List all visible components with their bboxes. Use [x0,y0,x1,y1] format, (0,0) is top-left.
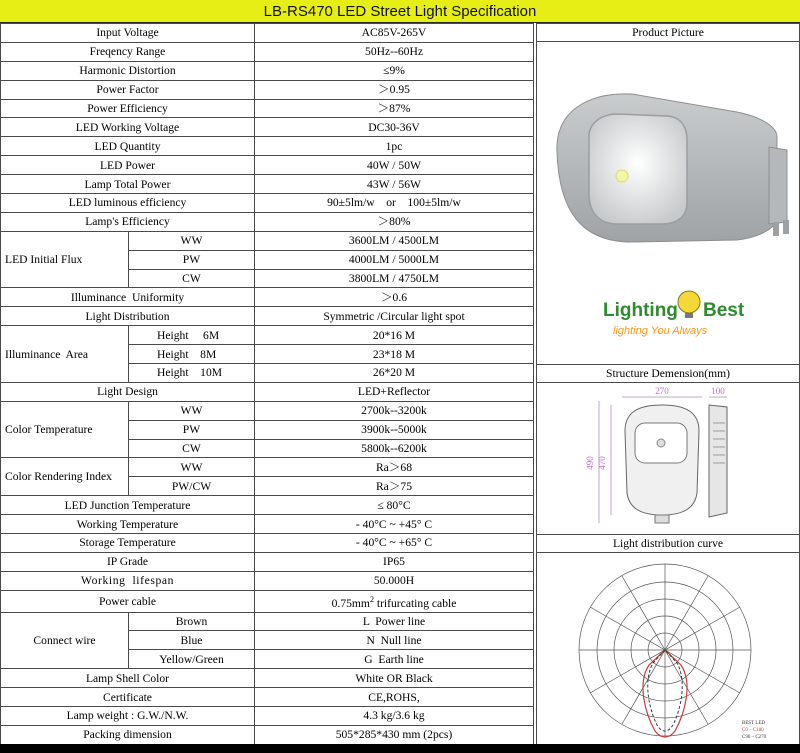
row-value: ＞87% [255,99,534,118]
structure-drawing [537,383,799,534]
row-value: 23*18 M [255,345,534,364]
row-value: 4000LM / 5000LM [255,250,534,269]
row-label: Harmonic Distortion [1,61,255,80]
spec-table [0,23,534,745]
row-value: ＞0.6 [255,288,534,307]
table-row [1,156,534,175]
logo-tagline: lighting You Always [613,325,708,337]
row-label: Lamp Total Power [1,175,255,194]
spec-title-banner [0,0,800,23]
product-picture-header: Product Picture [536,23,800,42]
sub-label: Height 8M [129,345,255,364]
bottom-bar [0,744,800,753]
row-label: LED Working Voltage [1,118,255,137]
row-value: AC85V-265V [255,24,534,43]
row-value: 3600LM / 4500LM [255,231,534,250]
row-value: Ra＞68 [255,458,534,477]
structure-dimension-header: Structure Demension(mm) [536,364,800,383]
row-value: Ra＞75 [255,477,534,496]
row-value: - 40°C ~ +45° C [255,515,534,534]
bulb-base-icon [685,313,693,318]
table-row [1,212,534,231]
table-row [1,515,534,534]
row-value: 5800k--6200k [255,439,534,458]
row-value: 50.000H [255,571,534,590]
table-row [1,688,534,707]
row-label: Power cable [1,590,255,612]
table-row [1,725,534,744]
legend-title: BEST LED [742,721,766,726]
dim-height-outer-label: 490 [585,456,595,470]
row-value: White OR Black [255,669,534,688]
table-row [1,669,534,688]
polar-diagram [537,553,799,745]
row-label: Working lifespan [1,571,255,590]
row-label: Input Voltage [1,24,255,43]
table-row [1,137,534,156]
row-value: 40W / 50W [255,156,534,175]
lighting-best-logo [603,291,745,337]
row-label: Light Distribution [1,307,255,326]
table-row [1,326,534,345]
row-label: Freqency Range [1,42,255,61]
row-label: Lamp weight : G.W./N.W. [1,707,255,726]
light-distribution-box [536,552,800,746]
row-label: Certificate [1,688,255,707]
row-label: Power Factor [1,80,255,99]
table-row [1,496,534,515]
legend-series-b: C90 – C270 [742,735,767,740]
dim-height-inner-label: 470 [597,456,607,470]
row-value: Symmetric /Circular light spot [255,307,534,326]
table-row [1,175,534,194]
sub-label: WW [129,231,255,250]
group-label: Color Rendering Index [1,458,129,496]
sub-label: PW [129,420,255,439]
row-value: G Earth line [255,650,534,669]
row-label: LED luminous efficiency [1,194,255,213]
table-row [1,61,534,80]
light-distribution-header: Light distribution curve [536,534,800,553]
group-label: Color Temperature [1,401,129,458]
sub-label: Yellow/Green [129,650,255,669]
table-row [1,401,534,420]
legend-series-a: C0 – C180 [742,728,764,733]
bulb-icon [678,291,700,313]
group-label: LED Initial Flux [1,231,129,288]
structure-dimension-box [536,382,800,535]
table-row [1,118,534,137]
row-value: LED+Reflector [255,382,534,401]
row-label: Illuminance Uniformity [1,288,255,307]
row-value: 505*285*430 mm (2pcs) [255,725,534,744]
row-value: ≤9% [255,61,534,80]
sub-label: Blue [129,631,255,650]
row-label: LED Power [1,156,255,175]
product-picture-box [536,41,800,365]
group-label: Connect wire [1,612,129,669]
table-row [1,382,534,401]
sub-label: WW [129,401,255,420]
row-label: Packing dimension [1,725,255,744]
dim-width-label: 270 [655,386,669,396]
table-row [1,590,534,612]
table-row [1,534,534,553]
row-value: N Null line [255,631,534,650]
table-row [1,24,534,43]
row-value: CE,ROHS, [255,688,534,707]
row-value: 26*20 M [255,364,534,383]
row-label: LED Junction Temperature [1,496,255,515]
row-value: 20*16 M [255,326,534,345]
row-label: LED Quantity [1,137,255,156]
sub-label: WW [129,458,255,477]
dim-depth-label: 100 [711,386,725,396]
row-value: ＞0.95 [255,80,534,99]
row-value: ＞80% [255,212,534,231]
row-value: 90±5lm/w or 100±5lm/w [255,194,534,213]
row-label: Light Design [1,382,255,401]
street-light-image [537,42,799,364]
sub-label: Brown [129,612,255,631]
table-row [1,552,534,571]
row-value: ≤ 80°C [255,496,534,515]
sub-label: CW [129,439,255,458]
table-row [1,80,534,99]
sub-label: CW [129,269,255,288]
row-label: Power Efficiency [1,99,255,118]
sub-label: PW [129,250,255,269]
logo-best-text: Best [703,300,745,321]
row-value: 4.3 kg/3.6 kg [255,707,534,726]
row-label: Lamp Shell Color [1,669,255,688]
row-label: Storage Temperature [1,534,255,553]
table-row [1,571,534,590]
row-value: IP65 [255,552,534,571]
table-row [1,231,534,250]
sub-label: PW/CW [129,477,255,496]
sub-label: Height 6M [129,326,255,345]
sub-label: Height 10M [129,364,255,383]
table-row [1,99,534,118]
row-value: - 40°C ~ +65° C [255,534,534,553]
table-row [1,42,534,61]
row-value: L Power line [255,612,534,631]
row-label: Lamp's Efficiency [1,212,255,231]
group-label: Illuminance Area [1,326,129,383]
row-value [255,590,534,612]
table-row [1,288,534,307]
spec-title: LB-RS470 LED Street Light Specification [263,2,537,20]
table-row [1,612,534,631]
cable-size: 0.75mm [331,596,370,610]
row-label: IP Grade [1,552,255,571]
logo-lighting-text: Lighting [603,300,678,321]
row-value: 2700k--3200k [255,401,534,420]
row-value: 1pc [255,137,534,156]
row-value: DC30-36V [255,118,534,137]
row-value: 3800LM / 4750LM [255,269,534,288]
table-row [1,707,534,726]
row-value: 43W / 56W [255,175,534,194]
cable-type: trifurcating cable [373,596,457,610]
row-label: Working Temperature [1,515,255,534]
row-value: 50Hz--60Hz [255,42,534,61]
table-row [1,194,534,213]
table-row [1,307,534,326]
row-value: 3900k--5000k [255,420,534,439]
cable-size-exponent: 2 [369,594,374,604]
table-row [1,458,534,477]
